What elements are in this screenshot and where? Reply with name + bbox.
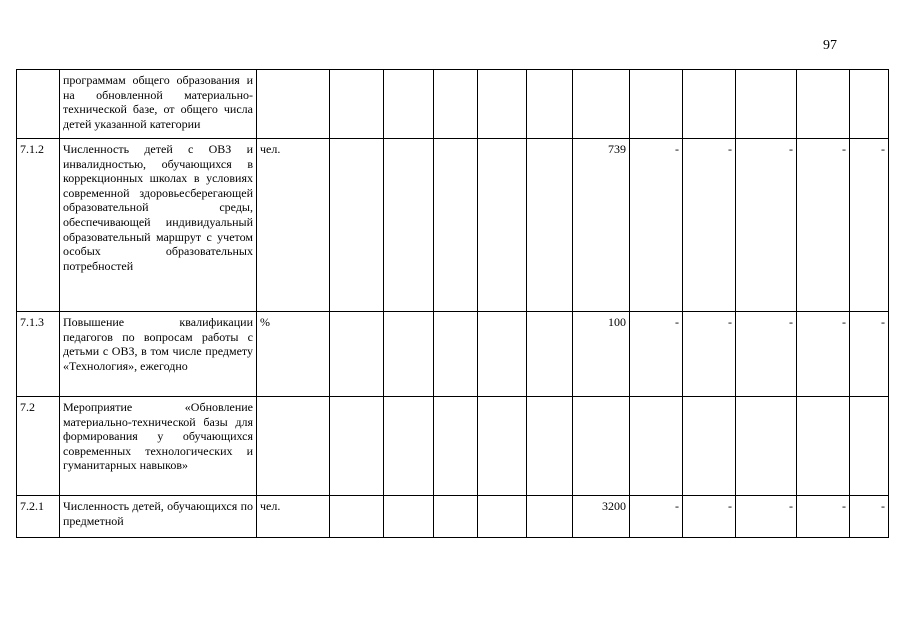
row-dash-4: - xyxy=(797,139,850,312)
row-number: 7.1.2 xyxy=(17,139,60,312)
row-dash-3 xyxy=(736,397,797,496)
table-row xyxy=(17,312,889,397)
row-number: 7.2 xyxy=(17,397,60,496)
row-dash-3: - xyxy=(736,496,797,538)
row-dash-4 xyxy=(797,397,850,496)
row-dash-5 xyxy=(850,397,889,496)
empty-cell xyxy=(478,496,527,538)
page-number: 97 xyxy=(823,38,837,53)
empty-cell xyxy=(527,397,573,496)
row-dash-4 xyxy=(797,70,850,139)
row-value xyxy=(573,70,630,139)
empty-cell xyxy=(527,139,573,312)
empty-cell xyxy=(384,397,434,496)
empty-cell xyxy=(478,312,527,397)
empty-cell xyxy=(478,70,527,139)
row-description: Численность детей, обучающихся по предметной xyxy=(60,496,257,538)
row-unit: чел. xyxy=(257,139,330,312)
empty-cell xyxy=(434,70,478,139)
row-dash-2: - xyxy=(683,496,736,538)
empty-cell xyxy=(330,312,384,397)
empty-cell xyxy=(434,312,478,397)
row-unit: % xyxy=(257,312,330,397)
empty-cell xyxy=(434,397,478,496)
row-dash-2 xyxy=(683,397,736,496)
empty-cell xyxy=(527,496,573,538)
empty-cell xyxy=(434,496,478,538)
empty-cell xyxy=(434,139,478,312)
row-dash-5: - xyxy=(850,312,889,397)
row-description: Повышение квалификации педагогов по вопросам работы с детьми с ОВЗ, в том числе предмету «Технология», ежегодно xyxy=(60,312,257,397)
row-value xyxy=(573,397,630,496)
row-number xyxy=(17,70,60,139)
row-value: 3200 xyxy=(573,496,630,538)
empty-cell xyxy=(330,139,384,312)
empty-cell xyxy=(330,397,384,496)
empty-cell xyxy=(384,496,434,538)
empty-cell xyxy=(384,139,434,312)
row-value: 100 xyxy=(573,312,630,397)
empty-cell xyxy=(330,496,384,538)
row-dash-5: - xyxy=(850,139,889,312)
row-dash-1: - xyxy=(630,139,683,312)
row-dash-3: - xyxy=(736,139,797,312)
empty-cell xyxy=(384,312,434,397)
row-unit: чел. xyxy=(257,496,330,538)
row-dash-1: - xyxy=(630,312,683,397)
table-row xyxy=(17,70,889,139)
row-dash-5 xyxy=(850,70,889,139)
row-dash-1 xyxy=(630,397,683,496)
empty-cell xyxy=(527,312,573,397)
indicators-table xyxy=(16,69,889,538)
row-dash-2: - xyxy=(683,312,736,397)
row-dash-4: - xyxy=(797,312,850,397)
row-unit xyxy=(257,70,330,139)
table-row xyxy=(17,397,889,496)
row-number: 7.1.3 xyxy=(17,312,60,397)
empty-cell xyxy=(527,70,573,139)
row-dash-3: - xyxy=(736,312,797,397)
table-row xyxy=(17,496,889,538)
row-description: Численность детей с ОВЗ и инвалидностью, обучающихся в коррекционных школах в условиях современной здоровьесберегающей образовательной среды, обеспечивающей индивидуальный образовательный маршрут с учетом особых образовательных потребностей xyxy=(60,139,257,312)
row-dash-1: - xyxy=(630,496,683,538)
row-dash-2 xyxy=(683,70,736,139)
row-dash-3 xyxy=(736,70,797,139)
empty-cell xyxy=(478,397,527,496)
empty-cell xyxy=(330,70,384,139)
row-value: 739 xyxy=(573,139,630,312)
row-description: программам общего образования и на обновленной материально-технической базе, от общего числа детей указанной категории xyxy=(60,70,257,139)
row-description: Мероприятие «Обновление материально-технической базы для формирования у обучающихся современных технологических и гуманитарных навыков» xyxy=(60,397,257,496)
empty-cell xyxy=(384,70,434,139)
row-number: 7.2.1 xyxy=(17,496,60,538)
row-dash-1 xyxy=(630,70,683,139)
row-dash-4: - xyxy=(797,496,850,538)
row-unit xyxy=(257,397,330,496)
row-dash-5: - xyxy=(850,496,889,538)
empty-cell xyxy=(478,139,527,312)
table-row xyxy=(17,139,889,312)
row-dash-2: - xyxy=(683,139,736,312)
